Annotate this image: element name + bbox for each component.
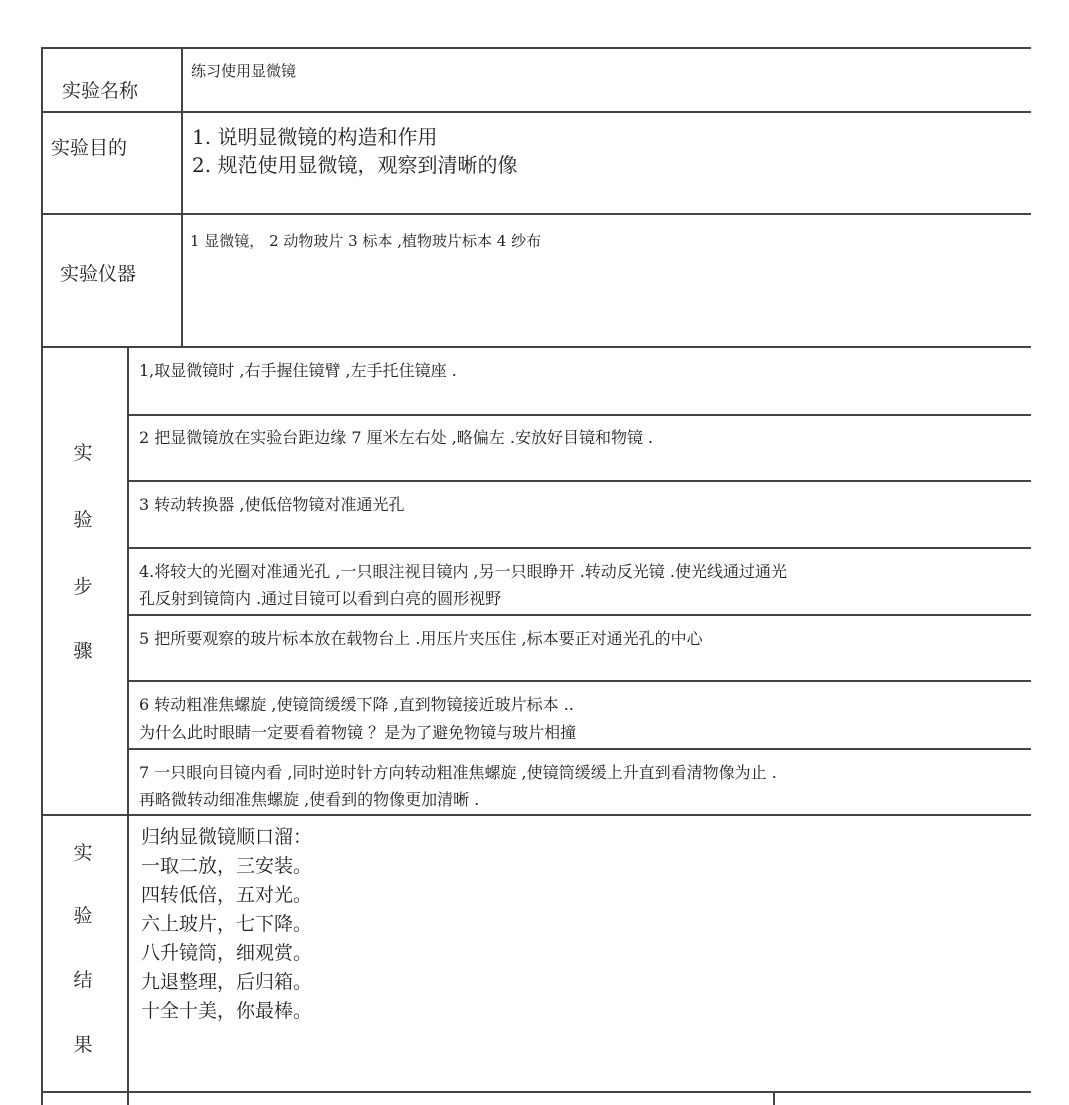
step-4-line-2: 孔反射到镜筒内 .通过目镜可以看到白亮的圆形视野 xyxy=(139,589,502,608)
purpose-item-1: 1. 说明显微镜的构造和作用 xyxy=(192,125,438,149)
step-1: 1,取显微镜时 ,右手握住镜臂 ,左手托住镜座 . xyxy=(139,361,457,380)
result-label-char: 果 xyxy=(73,1034,93,1056)
step-3: 3 转动转换器 ,使低倍物镜对准通光孔 xyxy=(139,495,405,514)
row-line xyxy=(41,814,1031,816)
result-label-char: 结 xyxy=(73,969,93,991)
steps-label-char: 步 xyxy=(73,576,93,598)
steps-label-char: 实 xyxy=(73,442,93,464)
step-2: 2 把显微镜放在实验台距边缘 7 厘米左右处 ,略偏左 .安放好目镜和物镜 . xyxy=(139,428,654,447)
row-line xyxy=(128,547,1031,549)
result-line: 一取二放，三安装。 xyxy=(141,855,313,877)
row-line xyxy=(41,111,1031,113)
result-label-char: 实 xyxy=(73,842,93,864)
column-line xyxy=(773,1091,775,1105)
step-6-line-2: 为什么此时眼睛一定要看着物镜 ？是为了避免物镜与玻片相撞 xyxy=(139,723,577,742)
purpose-label: 实验目的 xyxy=(51,137,128,159)
purpose-item-2: 2. 规范使用显微镜，观察到清晰的像 xyxy=(192,153,518,177)
step-6-line-1: 6 转动粗准焦螺旋 ,使镜筒缓缓下降 ,直到物镜接近玻片标本 .. xyxy=(139,695,574,714)
row-line xyxy=(128,614,1031,616)
row-line xyxy=(41,346,1031,348)
result-label-char: 验 xyxy=(73,905,93,927)
step-4-line-1: 4.将较大的光圈对准通光孔 ,一只眼注视目镜内 ,另一只眼睁开 .转动反光镜 .使光线通过通光 xyxy=(139,562,787,581)
name-value: 练习使用显微镜 xyxy=(191,62,297,80)
row-line xyxy=(128,680,1031,682)
row-line xyxy=(128,480,1031,482)
step-7-line-2: 再略微转动细准焦螺旋 ,使看到的物像更加清晰 . xyxy=(139,790,480,809)
steps-label-char: 验 xyxy=(73,509,93,531)
result-line: 六上玻片，七下降。 xyxy=(141,913,313,935)
column-line xyxy=(181,47,183,346)
steps-label-char: 骤 xyxy=(73,640,93,662)
result-line: 八升镜筒，细观赏。 xyxy=(141,942,313,964)
row-line xyxy=(128,748,1031,750)
step-7-line-1: 7 一只眼向目镜内看 ,同时逆时针方向转动粗准焦螺旋 ,使镜筒缓缓上升直到看清物像为止 . xyxy=(139,763,777,782)
result-line: 四转低倍，五对光。 xyxy=(141,884,313,906)
row-line xyxy=(41,47,1031,49)
equipment-label: 实验仪器 xyxy=(60,263,137,285)
row-line xyxy=(128,414,1031,416)
step-5: 5 把所要观察的玻片标本放在载物台上 .用压片夹压住 ,标本要正对通光孔的中心 xyxy=(139,629,703,648)
row-line xyxy=(41,213,1031,215)
result-line: 归纳显微镜顺口溜： xyxy=(141,826,313,848)
equipment-value: 1 显微镜， 2 动物玻片 3 标本 ,植物玻片标本 4 纱布 xyxy=(190,232,542,250)
result-line: 九退整理，后归箱。 xyxy=(141,971,313,993)
result-line: 十全十美，你最棒。 xyxy=(141,1000,313,1022)
column-line xyxy=(127,346,129,1105)
row-line xyxy=(41,1091,1031,1093)
name-label: 实验名称 xyxy=(62,80,139,102)
